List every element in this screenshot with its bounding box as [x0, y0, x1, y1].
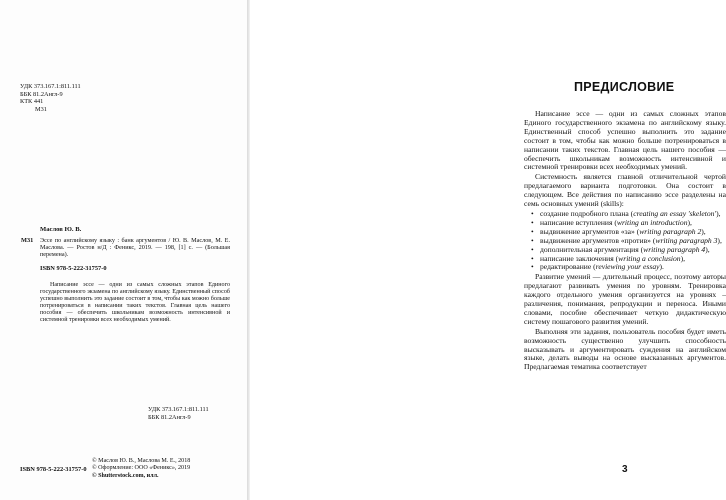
skill-item: • редактирование (reviewing your essay).: [540, 263, 726, 272]
preface-body: [524, 110, 726, 373]
preface-heading: ПРЕДИСЛОВИЕ: [574, 80, 675, 94]
copyright-design: © Оформление: ООО «Феникс», 2019: [92, 465, 191, 472]
bottom-udc-code: УДК 373.167.1:811.111: [148, 406, 209, 413]
skills-list: [524, 210, 726, 272]
preface-page: [250, 0, 726, 500]
skill-item: • выдвижение аргументов «против» (writing paragraph 3),: [540, 237, 726, 246]
imprint-page: [0, 0, 248, 500]
preface-paragraph: Написание эссе — одни из самых сложных этапов Единого государственного экзамена по английскому языку. Единственный способ успешно выполнить это задание состоит в том, чтобы как можно больше потренироваться в написании таких текстов. Главная цель нашего пособия — обеспечить школьникам возможность интенсивной и системной тренировки всех необходимых умений.: [524, 109, 726, 172]
bibliographic-description: Эссе по английскому языку : банк аргументов / Ю. В. Маслов, М. Е. Маслова. — Ростов н/Д : Феникс, 2019. — 198, [1] с. — (Большая перемена).: [40, 237, 230, 259]
preface-paragraph: Системность является главной отличительной чертой предлагаемого варианта подготовки. Она состоит в следующем. Все действия по написанию эссе разделены на семь основных умений (skills):: [524, 172, 726, 209]
page-number: 3: [622, 464, 628, 475]
skill-item: • выдвижение аргументов «за» (writing paragraph 2),: [540, 228, 726, 237]
ktk-code: КТК 441: [20, 98, 44, 105]
copyright-illustrations: © Shutterstock.com, илл.: [92, 472, 159, 479]
bottom-classification-codes: [148, 406, 209, 421]
author-name: Маслов Ю. В.: [40, 226, 82, 233]
author-mark: М31: [35, 105, 47, 113]
isbn: ISBN 978-5-222-31757-0: [40, 265, 107, 272]
bbk-code: ББК 81.2Англ-9: [20, 90, 63, 98]
skill-item: • дополнительная аргументация (writing paragraph 4),: [540, 246, 726, 255]
udc-code: УДК 373.167.1:811.111: [20, 83, 81, 90]
classification-codes: [20, 83, 81, 113]
skill-item: • написание заключения (writing a conclusion),: [540, 255, 726, 264]
copyright-authors: © Маслов Ю. В., Маслова М. Е., 2018: [92, 458, 191, 464]
skill-item: • создание подробного плана (creating an essay 'skeleton'),: [540, 210, 726, 219]
preface-paragraph: Выполняя эти задания, пользователь пособия будет иметь возможность существенно улучшить способность высказывать и аргументировать суждения на английском языке, делать выводы на основе высказанных аргументов. Предлагаемая тематика соответствует: [524, 326, 726, 372]
annotation: Написание эссе — одни из самых сложных этапов Единого государственного экзамена по английскому языку. Единственный способ успешно выполнить это задание состоит в том, чтобы как можно больше потренироваться в написании таких текстов. Главная цель нашего пособия — обеспечить школьникам возможность интенсивной и системной тренировки всех необходимых умений.: [40, 282, 230, 324]
preface-paragraph: Развитие умений — длительный процесс, поэтому авторы предлагают развивать умения по уровням. Тренировка каждого отдельного умения организуется на уровнях – различения, понимания, репродукции и переноса. Иными словами, пособие обеспечивает четкую дидактическую систему пошагового развития умений.: [524, 272, 726, 326]
skill-item: • написание вступления (writing an introduction),: [540, 219, 726, 228]
bottom-isbn: ISBN 978-5-222-31757-0: [20, 466, 87, 473]
copyright-block: [92, 458, 190, 480]
author-mark-bold: М31: [21, 237, 34, 244]
bottom-bbk-code: ББК 81.2Англ-9: [148, 413, 191, 421]
